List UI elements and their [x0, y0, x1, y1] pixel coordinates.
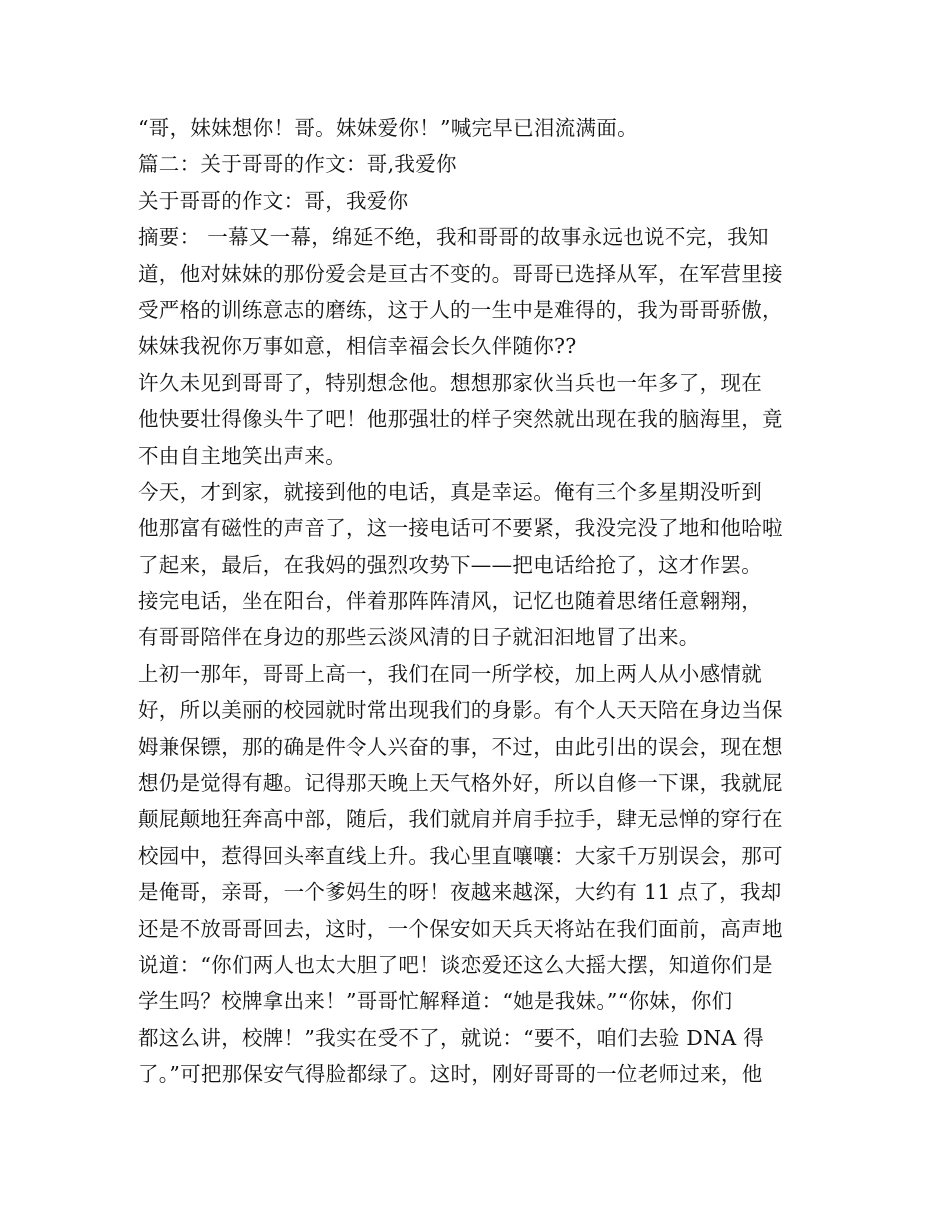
text-line: 是俺哥，亲哥，一个爹妈生的呀！夜越来越深，大约有 11 点了，我却 [138, 880, 782, 905]
text-line: 许久未见到哥哥了，特别想念他。想想那家伙当兵也一年多了，现在 [138, 370, 762, 395]
abstract-line: 摘要： 一幕又一幕，绵延不绝，我和哥哥的故事永远也说不完，我知 [138, 225, 769, 250]
section-heading: 篇二：关于哥哥的作文：哥,我爱你 [138, 152, 457, 177]
text-line: 想仍是觉得有趣。记得那天晚上天气格外好，所以自修一下课，我就屁 [138, 771, 783, 796]
text-line: 校园中，惹得回头率直线上升。我心里直嚷嚷：大家千万别误会，那可 [138, 843, 783, 868]
text-line: 他快要壮得像头牛了吧！他那强壮的样子突然就出现在我的脑海里，竟 [138, 407, 783, 432]
text-line: 接完电话，坐在阳台，伴着那阵阵清风，记忆也随着思绪任意翱翔， [138, 589, 762, 614]
text-line: 今天，才到家，就接到他的电话，真是幸运。俺有三个多星期没听到 [138, 479, 762, 504]
text-line: 他那富有磁性的声音了，这一接电话可不要紧，我没完没了地和他哈啦 [138, 516, 783, 541]
abstract-line: 受严格的训练意志的磨练，这于人的一生中是难得的，我为哥哥骄傲， [138, 297, 783, 322]
text-line: 说道：“你们两人也太大胆了吧！谈恋爱还这么大摇大摆，知道你们是 [138, 952, 773, 977]
abstract-line: 妹妹我祝你万事如意，相信幸福会长久伴随你?? [138, 334, 577, 359]
text-line: 了。”可把那保安气得脸都绿了。这时，刚好哥哥的一位老师过来，他 [138, 1062, 763, 1087]
text-line: 颠屁颠地狂奔高中部，随后，我们就肩并肩手拉手，肆无忌惮的穿行在 [138, 807, 783, 832]
text-line: 姆兼保镖，那的确是件令人兴奋的事，不过，由此引出的误会，现在想 [138, 734, 783, 759]
text-line: 不由自主地笑出声来。 [138, 443, 346, 468]
text-line: 学生吗？校牌拿出来！”哥哥忙解释道：“她是我妹。”“你妹，你们 [138, 989, 733, 1014]
text-line: 了起来，最后，在我妈的强烈攻势下——把电话给抢了，这才作罢。 [138, 552, 762, 577]
text-line: “哥，妹妹想你！哥。妹妹爱你！”喊完早已泪流满面。 [138, 116, 638, 140]
document-body [138, 110, 818, 1093]
text-line: 都这么讲，校牌！”我实在受不了，就说：“要不，咱们去验 DNA 得 [138, 1025, 765, 1050]
article-title: 关于哥哥的作文：哥，我爱你 [138, 188, 409, 213]
text-line: 好，所以美丽的校园就时常出现我们的身影。有个人天天陪在身边当保 [138, 698, 783, 723]
abstract-line: 道，他对妹妹的那份爱会是亘古不变的。哥哥已选择从军，在军营里接 [138, 261, 783, 286]
text-line: 有哥哥陪伴在身边的那些云淡风清的日子就汩汩地冒了出来。 [138, 625, 700, 650]
text-line: 上初一那年，哥哥上高一，我们在同一所学校，加上两人从小感情就 [138, 661, 762, 686]
text-line: 还是不放哥哥回去，这时，一个保安如天兵天将站在我们面前，高声地 [138, 916, 783, 941]
